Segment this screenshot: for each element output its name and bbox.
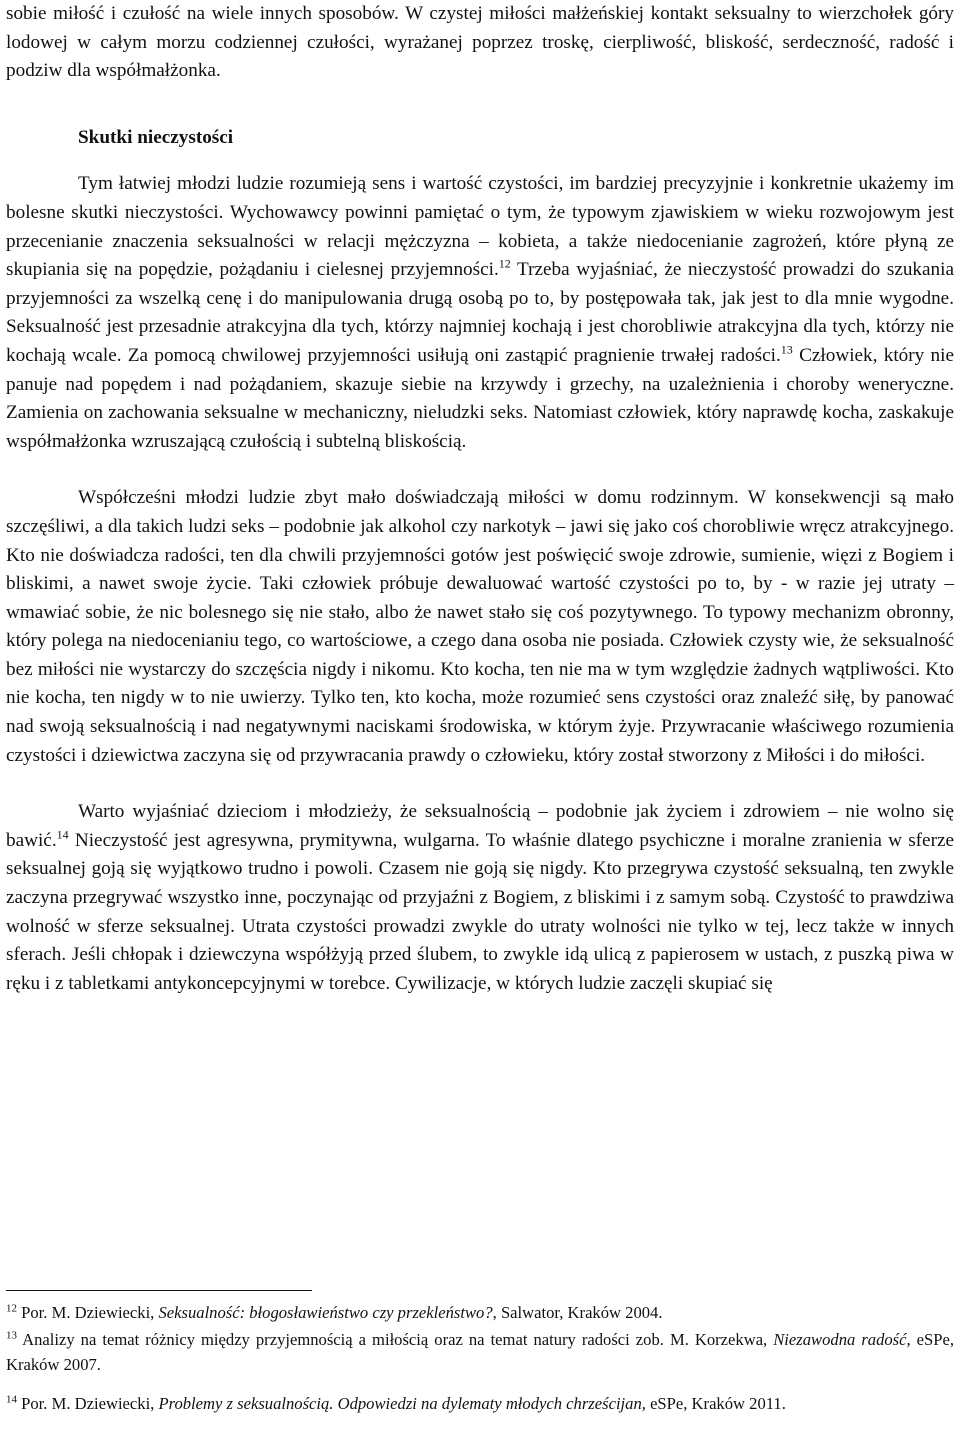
footnote-number: 12 — [6, 1302, 17, 1315]
footnote-12 — [6, 1300, 954, 1325]
paragraph-text: Tym łatwiej młodzi ludzie rozumieją sens i wartość czystości, im bardziej precyzyjnie i konkretnie ukażemy im bolesne skutki nieczystości. Wychowawcy powinni pamiętać o tym, że typowym zjawiskiem w wieku rozwojowym jest przecenianie znaczenia seksualności w relacji mężczyzna – kobieta, a także niedocenianie zagrożeń, które płyną ze skupiania się na popędzie, pożądaniu i cielesnej przyjemności. — [6, 173, 954, 281]
footnote-ref-13[interactable]: 13 — [780, 342, 793, 357]
footnote-title: Problemy z seksualnością. Odpowiedzi na dylematy młodych chrześcijan, — [158, 1394, 646, 1413]
paragraph-text: Trzeba wyjaśniać, że nieczystość prowadzi do szukania przyjemności za wszelką cenę i do manipulowania drugą osobą po to, by postępowała tak, jak jest to dla mnie wygodne. Seksualność jest przesadnie atrakcyjna dla tych, którzy najmniej kochają i jest chorobliwie atrakcyjna dla tych, którzy nie kochają wcale. Za pomocą chwilowej przyjemności usiłują oni zastąpić pragnienie trwałej radości. — [6, 259, 954, 366]
footnote-number: 13 — [6, 1329, 17, 1342]
footnote-ref-14[interactable]: 14 — [56, 827, 69, 842]
footnote-13 — [6, 1327, 954, 1377]
footnotes — [6, 1300, 954, 1416]
footnote-ref-12[interactable]: 12 — [498, 256, 511, 271]
footnote-title: Niezawodna radość — [773, 1330, 907, 1349]
paragraph-skutki — [6, 170, 954, 456]
footnote-text: eSPe, Kraków 2011. — [645, 1394, 786, 1413]
footnote-text: , eSPe, Kraków 2007. — [6, 1330, 954, 1374]
footnote-text: Analizy na temat różnicy między przyjemnością a miłością oraz na temat natury radości zob. M. Korzekwa, — [17, 1330, 774, 1349]
footnote-14 — [6, 1391, 954, 1416]
footnote-separator — [6, 1290, 312, 1291]
paragraph-warto — [6, 798, 954, 998]
paragraph-text: Nieczystość jest agresywna, prymitywna, wulgarna. To właśnie dlatego psychiczne i moralne zranienia w sferze seksualnej goją się wyjątkowo trudno i powoli. Czasem nie goją się nigdy. Kto przegrywa czystość seksualną, ten zwykle zaczyna przegrywać wszystko inne, poczynając od przyjaźni z Bogiem, z bliskimi i z samym sobą. Czystość to prawdziwa wolność w sferze seksualnej. Utrata czystości prowadzi zwykle do utraty wolności nie tylko w tej, lecz także w innych sferach. Jeśli chłopak i dziewczyna współżyją przed ślubem, to zwykle idą ulicą z papierosem w ustach, z puszką piwa w ręku i z tabletkami antykoncepcyjnymi w torebce. Cywilizacje, w których ludzie zaczęli skupiać się — [6, 829, 954, 994]
footnote-text: Por. M. Dziewiecki, — [17, 1394, 159, 1413]
paragraph-text: Człowiek, który nie panuje nad popędem i nad pożądaniem, skazuje siebie na krzywdy i grzechy, na uzależnienia i choroby weneryczne. Zamienia on zachowania seksualne w mechaniczny, nieludzki seks. Natomiast człowiek, który naprawdę kocha, zaskakuje współmałżonka wzruszającą czułością i subtelną bliskością. — [6, 344, 955, 452]
footnote-text: , Salwator, Kraków 2004. — [492, 1303, 663, 1322]
paragraph-continuation: sobie miłość i czułość na wiele innych sposobów. W czystej miłości małżeńskiej kontakt seksualny to wierzchołek góry lodowej w całym morzu codziennej czułości, wyrażanej poprzez troskę, cierpliwość, bliskość, serdeczność, radość i podziw dla współmałżonka. — [6, 3, 954, 82]
section-heading: Skutki nieczystości — [78, 126, 234, 148]
footnote-number: 14 — [6, 1393, 17, 1406]
paragraph-text: Warto wyjaśniać dzieciom i młodzieży, że seksualnością – podobnie jak życiem i zdrowiem – nie wolno się bawić. — [6, 801, 954, 851]
paragraph-wspolczesni: Współcześni młodzi ludzie zbyt mało doświadczają miłości w domu rodzinnym. W konsekwencji są mało szczęśliwi, a dla takich ludzi seks – podobnie jak alkohol czy narkotyk – jawi się jako coś chorobliwie wręcz atrakcyjnego. Kto nie doświadcza radości, ten dla chwili przyjemności gotów jest poświęcić swoje zdrowie, sumienie, więzi z Bogiem i bliskimi, a nawet swoje życie. Taki człowiek próbuje dewaluować wartość czystości po to, by - w razie jej utraty – wmawiać sobie, że nic bolesnego się nie stało, albo że nawet stało się coś pozytywnego. To typowy mechanizm obronny, który polega na niedocenianiu tego, co wartościowe, a czego dana osoba nie posiada. Człowiek czysty wie, że seksualność bez miłości nie wystarczy do szczęścia nigdy i nikomu. Kto kocha, ten nie ma w tym względzie żadnych wątpliwości. Kto nie kocha, ten nigdy w to nie uwierzy. Tylko ten, kto kocha, może rozumieć sens czystości oraz znaleźć siłę, by panować nad swoją seksualnością i nad negatywnymi naciskami środowiska, w którym żyje. Przywracanie właściwego rozumienia czystości i dziewictwa zaczyna się od przywracania prawdy o człowieku, który został stworzony z Miłości i do miłości. — [6, 487, 954, 766]
footnote-title: Seksualność: błogosławieństwo czy przekleństwo? — [158, 1303, 493, 1322]
main-text — [6, 0, 954, 998]
footnote-text: Por. M. Dziewiecki, — [17, 1303, 159, 1322]
